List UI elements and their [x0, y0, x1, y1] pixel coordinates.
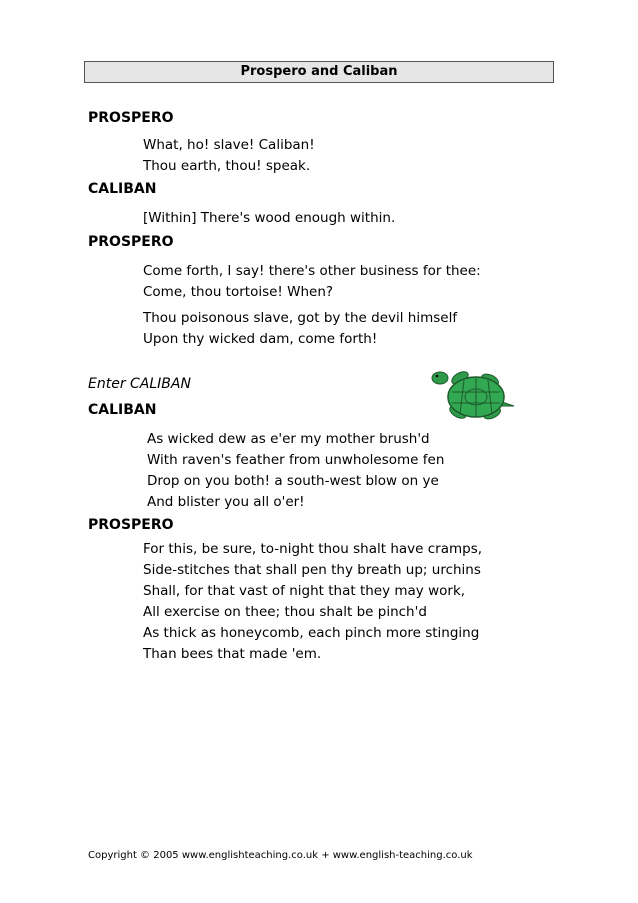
dialogue-line: Thou poisonous slave, got by the devil himself — [143, 310, 458, 326]
speaker-caliban: CALIBAN — [88, 402, 157, 418]
speaker-prospero: PROSPERO — [88, 110, 174, 126]
dialogue-line: Than bees that made 'em. — [143, 646, 322, 662]
dialogue-line: Shall, for that vast of night that they may work, — [143, 583, 466, 599]
dialogue-line: What, ho! slave! Caliban! — [143, 137, 315, 153]
dialogue-line: And blister you all o'er! — [147, 494, 305, 510]
copyright-footer: Copyright © 2005 www.englishteaching.co.uk + www.english-teaching.co.uk — [88, 850, 473, 861]
stage-direction: Enter CALIBAN — [88, 376, 191, 392]
dialogue-line: [Within] There's wood enough within. — [143, 210, 396, 226]
dialogue-line: All exercise on thee; thou shalt be pinch'd — [143, 604, 427, 620]
dialogue-line: Drop on you both! a south-west blow on ye — [147, 473, 439, 489]
dialogue-line: Upon thy wicked dam, come forth! — [143, 331, 378, 347]
dialogue-line: As wicked dew as e'er my mother brush'd — [147, 431, 430, 447]
speaker-prospero: PROSPERO — [88, 234, 174, 250]
speaker-caliban: CALIBAN — [88, 181, 157, 197]
dialogue-line: For this, be sure, to-night thou shalt have cramps, — [143, 541, 483, 557]
speaker-prospero: PROSPERO — [88, 517, 174, 533]
dialogue-line: Thou earth, thou! speak. — [143, 158, 311, 174]
page-title: Prospero and Caliban — [84, 61, 554, 83]
dialogue-line: Side-stitches that shall pen thy breath up; urchins — [143, 562, 481, 578]
dialogue-line: Come, thou tortoise! When? — [143, 284, 334, 300]
turtle-icon — [430, 366, 518, 424]
dialogue-line: Come forth, I say! there's other business for thee: — [143, 263, 481, 279]
dialogue-line: As thick as honeycomb, each pinch more stinging — [143, 625, 480, 641]
dialogue-line: With raven's feather from unwholesome fen — [147, 452, 445, 468]
